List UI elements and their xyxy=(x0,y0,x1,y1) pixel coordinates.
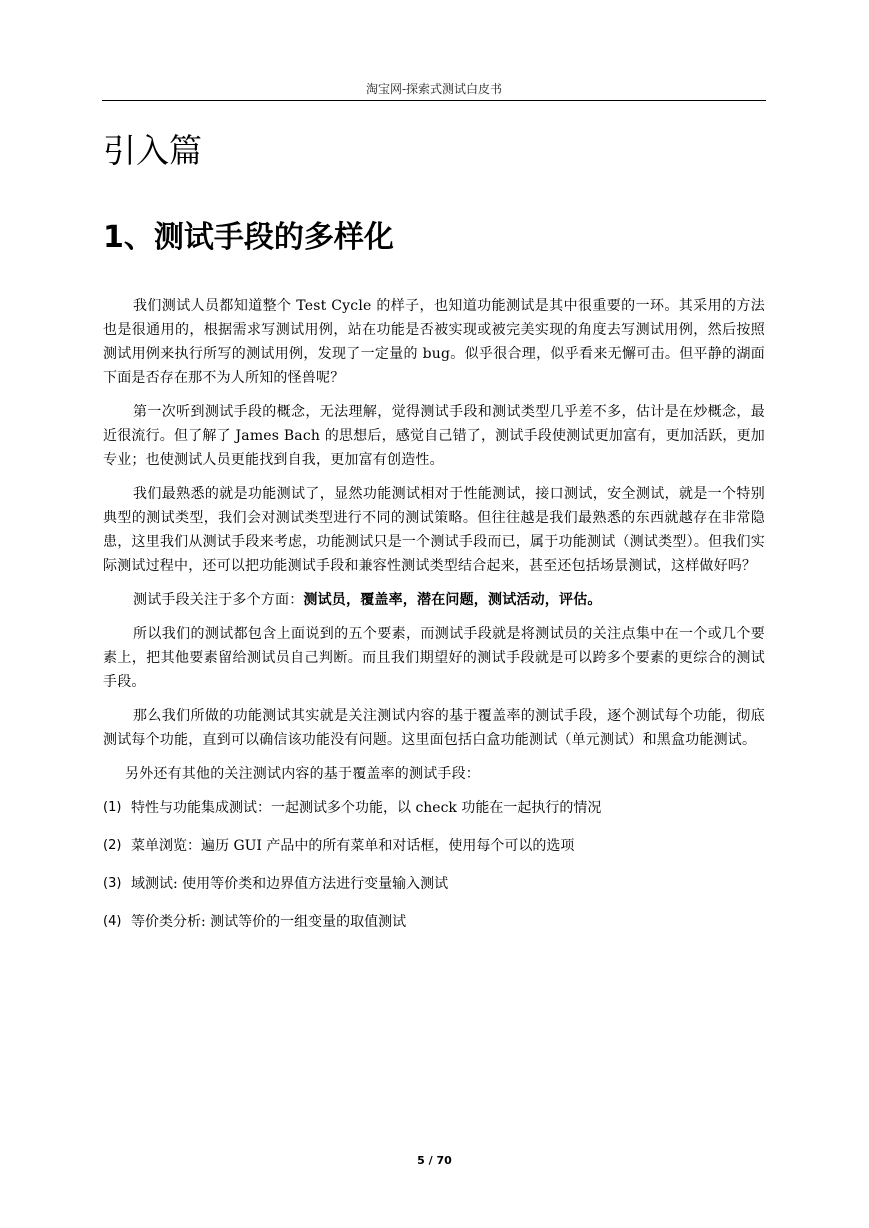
list-intro: 另外还有其他的关注测试内容的基于覆盖率的测试手段： xyxy=(125,766,480,782)
list-item xyxy=(103,910,765,934)
body-text xyxy=(103,294,765,934)
running-header: 淘宝网-探索式测试白皮书 xyxy=(365,82,503,96)
paragraph: 我们测试人员都知道整个 Test Cycle 的样子，也知道功能测试是其中很重要的一环。其采用的方法也是很通用的，根据需求写测试用例，站在功能是否被实现或被完美实现的角度去写测试用例，然后按照测试用例来执行所写的测试用例，发现了一定量的 bug。似乎很合理，似乎看来无懈可击。但平静的湖面下面是否存在那不为人所知的怪兽呢？ xyxy=(103,298,765,386)
list-item-number: (2) xyxy=(103,838,122,853)
focus-paragraph-prefix: 测试手段关注于多个方面： xyxy=(133,592,304,608)
focus-paragraph xyxy=(103,588,765,612)
list-item-text: 特性与功能集成测试：一起测试多个功能，以 check 功能在一起执行的情况 xyxy=(131,800,602,816)
list-item xyxy=(103,834,765,858)
section-title: 引入篇 xyxy=(103,131,202,170)
technique-list xyxy=(103,796,765,934)
paragraph: 第一次听到测试手段的概念，无法理解，觉得测试手段和测试类型几乎差不多，估计是在炒概念，最近很流行。但了解了 James Bach 的思想后，感觉自己错了，测试手段使测试更加富有，更加活跃，更加专业；也使测试人员更能找到自我，更加富有创造性。 xyxy=(103,404,765,468)
list-item-number: (4) xyxy=(103,914,122,929)
list-item-number: (3) xyxy=(103,876,122,891)
paragraph: 那么我们所做的功能测试其实就是关注测试内容的基于覆盖率的测试手段，逐个测试每个功能，彻底测试每个功能，直到可以确信该功能没有问题。这里面包括白盒功能测试（单元测试）和黑盒功能测试。 xyxy=(103,708,765,748)
page-content xyxy=(103,126,765,948)
paragraph: 所以我们的测试都包含上面说到的五个要素，而测试手段就是将测试员的关注点集中在一个或几个要素上，把其他要素留给测试员自己判断。而且我们期望好的测试手段就是可以跨多个要素的更综合的测试手段。 xyxy=(103,626,765,690)
focus-paragraph-emphasis: 测试员，覆盖率，潜在问题，测试活动，评估。 xyxy=(303,592,602,608)
page-number: 5 / 70 xyxy=(417,1154,452,1167)
list-item-text: 菜单浏览：遍历 GUI 产品中的所有菜单和对话框，使用每个可以的选项 xyxy=(131,838,575,854)
paragraph: 我们最熟悉的就是功能测试了，显然功能测试相对于性能测试，接口测试，安全测试，就是一个特别典型的测试类型，我们会对测试类型进行不同的测试策略。但往往越是我们最熟悉的东西就越存在非常隐患，这里我们从测试手段来考虑，功能测试只是一个测试手段而已，属于功能测试（测试类型）。但我们实际测试过程中，还可以把功能测试手段和兼容性测试类型结合起来，甚至还包括场景测试，这样做好吗？ xyxy=(103,486,765,574)
list-item xyxy=(103,796,765,820)
list-item-text: 域测试: 使用等价类和边界值方法进行变量输入测试 xyxy=(131,876,449,892)
header-divider xyxy=(102,100,766,101)
list-item-text: 等价类分析: 测试等价的一组变量的取值测试 xyxy=(131,914,407,930)
chapter-title: 1、测试手段的多样化 xyxy=(103,220,394,255)
list-item xyxy=(103,872,765,896)
list-item-number: (1) xyxy=(103,800,122,815)
